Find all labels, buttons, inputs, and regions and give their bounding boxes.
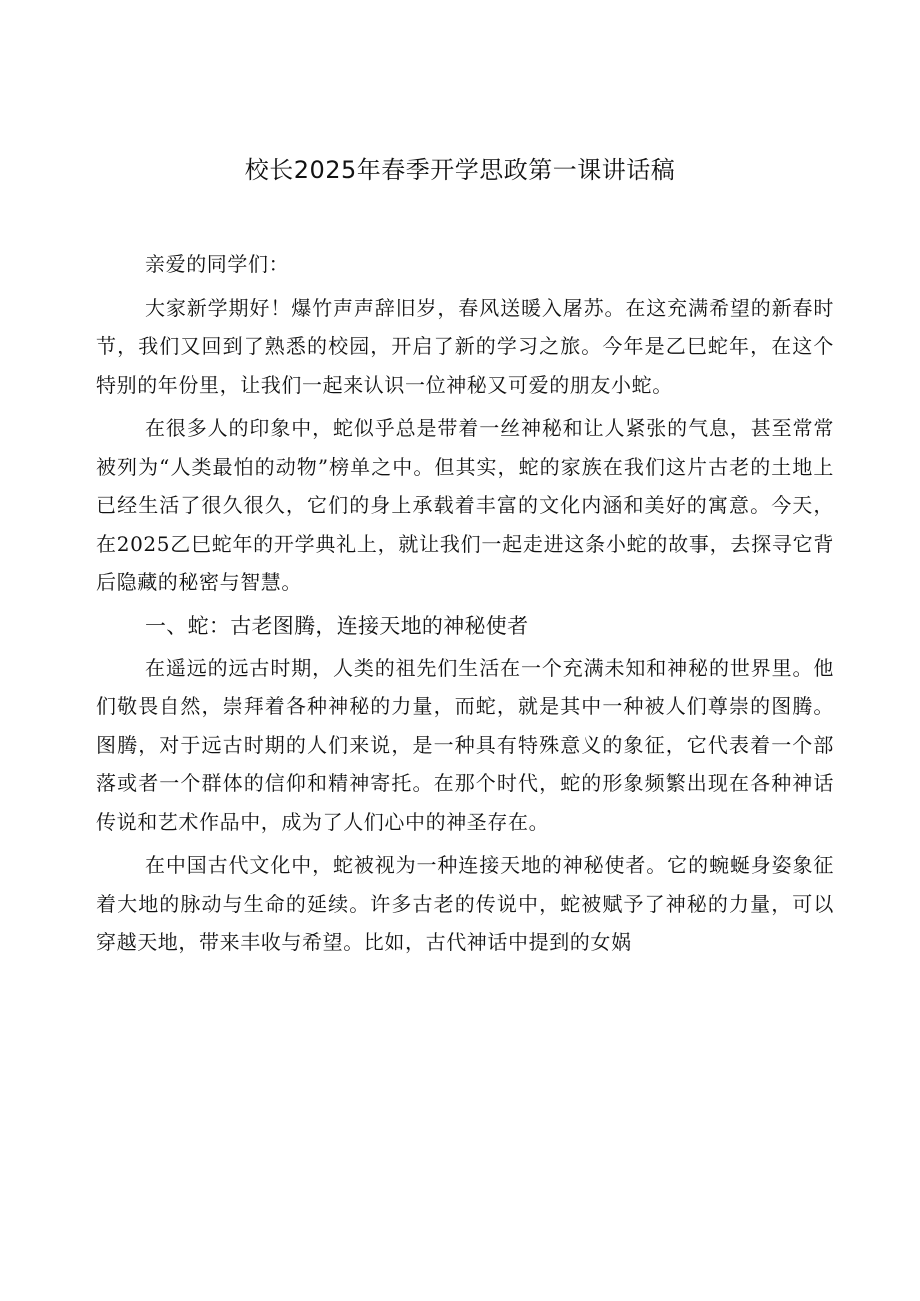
section-heading-1: 一、蛇：古老图腾，连接天地的神秘使者: [145, 613, 529, 638]
intro-paragraph-1: 大家新学期好！爆竹声声辞旧岁，春风送暖入屠苏。在这充满希望的新春时节，我们又回到了熟悉的校园，开启了新的学习之旅。今年是乙巳蛇年，在这个特别的年份里，让我们一起来认识一位神秘又可爱的朋友小蛇。: [96, 295, 834, 397]
section1-paragraph-2: 在中国古代文化中，蛇被视为一种连接天地的神秘使者。它的蜿蜒身姿象征着大地的脉动与生命的延续。许多古老的传说中，蛇被赋予了神秘的力量，可以穿越天地，带来丰收与希望。比如，古代神话中提到的女娲: [96, 853, 834, 954]
document-body: [96, 245, 834, 967]
document-title: 校长2025年春季开学思政第一课讲话稿: [244, 156, 676, 184]
section1-paragraph-1: 在遥远的远古时期，人类的祖先们生活在一个充满未知和神秘的世界里。他们敬畏自然，崇拜着各种神秘的力量，而蛇，就是其中一种被人们尊崇的图腾。图腾，对于远古时期的人们来说，是一种具有特殊意义的象征，它代表着一个部落或者一个群体的信仰和精神寄托。在那个时代，蛇的形象频繁出现在各种神话传说和艺术作品中，成为了人们心中的神圣存在。: [96, 655, 834, 834]
salutation: 亲爱的同学们：: [145, 252, 290, 276]
intro-paragraph-2: 在很多人的印象中，蛇似乎总是带着一丝神秘和让人紧张的气息，甚至常常被列为“人类最怕的动物”榜单之中。但其实，蛇的家族在我们这片古老的土地上已经生活了很久很久，它们的身上承载着丰富的文化内涵和美好的寓意。今天，在2025乙巳蛇年的开学典礼上，就让我们一起走进这条小蛇的故事，去探寻它背后隐藏的秘密与智慧。: [96, 416, 834, 594]
